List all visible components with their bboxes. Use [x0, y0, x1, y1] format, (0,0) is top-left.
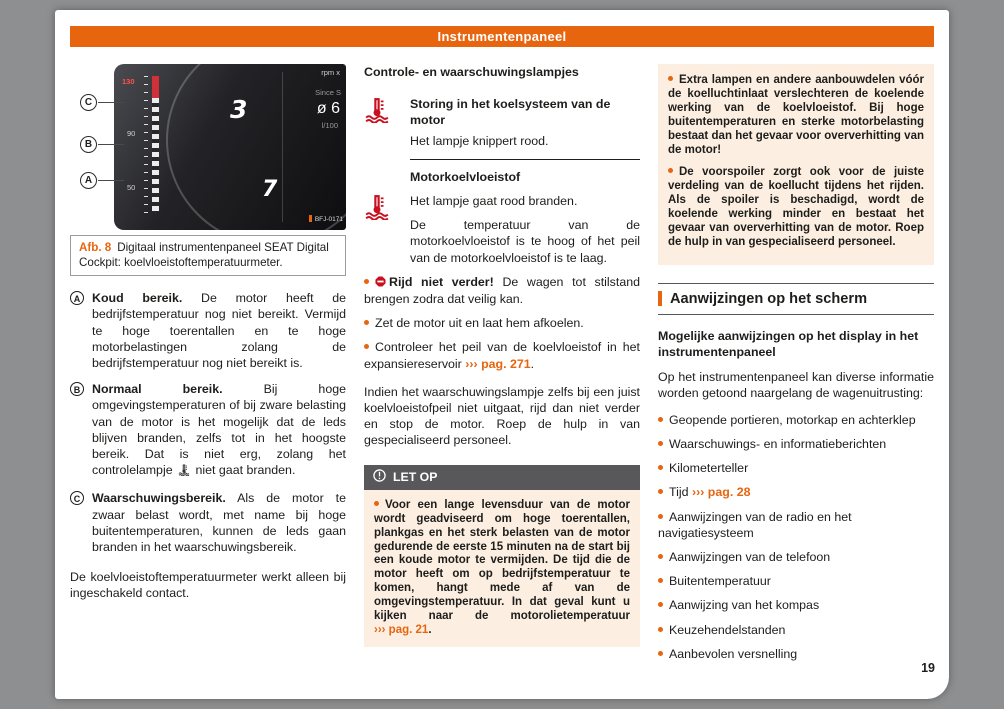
notice-box: [364, 465, 640, 647]
display-item-text: Keuzehendelstanden: [669, 622, 786, 637]
warnbox-item-2: [668, 166, 924, 249]
bullet-dot: [668, 76, 673, 81]
bullet-1-text: De wagen tot stilstand brengen zodra dat veilig kan.: [364, 274, 640, 307]
list-item-c: [70, 490, 346, 555]
marker-c: C: [70, 491, 84, 505]
bullet-3-text: Controleer het peil van de koelvloeistof in het expansiereservoir: [364, 340, 640, 371]
bullet-dot: [658, 441, 663, 446]
display-divider: [282, 72, 283, 222]
bullet-stop-engine: [364, 315, 640, 331]
figure-label: Afb. 8: [79, 241, 112, 254]
temperature-led-segments: [152, 98, 159, 212]
bullet-dot: [658, 514, 663, 519]
stop-icon: [375, 275, 386, 291]
bullet-dot: [658, 627, 663, 632]
display-item-text: Aanwijzingen van de telefoon: [669, 549, 831, 564]
image-code-text: BFJ-0171: [314, 215, 343, 223]
image-code-tag: [309, 215, 312, 222]
bullet-dot: [364, 344, 369, 349]
warnbox-text-1: Extra lampen en andere aanbouwdelen vóór de koelluchtinlaat verslechteren de koelende werking van de koelvloeistof. Bij hoge buitentemperaturen en sterke motorbelasting bestaat dan het gevaar voor oververhitting van de motor!: [668, 74, 924, 156]
cluster-display: [114, 64, 346, 230]
display-item-text: Aanwijzing van het kompas: [669, 598, 820, 613]
display-item-messages: [658, 436, 934, 452]
section-accent-bar: [658, 291, 662, 306]
trip-line-1: Since S: [315, 88, 341, 97]
figure-caption-text: Digitaal instrumentenpaneel SEAT Digital Cockpit: koelvloeistoftemperatuurmeter.: [79, 241, 329, 269]
item-c-title: Waarschuwingsbereik.: [92, 491, 226, 506]
item-a-text: De motor heeft de bedrijfstemperatuur nog niet bereikt. Vermijd te hoge toerentallen en te hoge motorbelastingen zolang de bedrijfstemperatuur nog niet bereikt is.: [92, 291, 346, 370]
page-reference-28[interactable]: ››› pag. 28: [691, 485, 751, 500]
page-header-bar: [70, 26, 934, 47]
display-item-text: Buitentemperatuur: [669, 574, 771, 589]
callout-line-c: [98, 102, 124, 103]
callout-line-b: [98, 144, 124, 145]
display-item-outside-temp: [658, 573, 934, 589]
bullet-dot: [658, 489, 663, 494]
item-b-text-1: Bij hoge omgevingstemperaturen of bij zware belasting van de motor is het mogelijk dat de leds blijven branden, zelfs tot in het hoogste bereik. Dat is niet erg, zolang het controlelampje: [92, 382, 346, 478]
warning-2-title: Motorkoelvloeistof: [410, 169, 521, 184]
intro-paragraph: Op het instrumentenpaneel kan diverse informatie worden getoond naargelang de wagenuitrusting:: [658, 370, 934, 401]
warning-row-2: [364, 193, 640, 266]
sub-heading: Mogelijke aanwijzingen op het display in het instrumentenpaneel: [658, 328, 919, 360]
warning-row-1: [364, 96, 640, 128]
figure-caption-box: [70, 235, 346, 276]
instrument-cluster-figure: [70, 64, 346, 230]
display-item-phone: [658, 549, 934, 565]
section-divider: [410, 159, 640, 160]
callout-b: B: [80, 136, 97, 153]
bullet-dot: [658, 417, 663, 422]
marker-b: B: [70, 382, 84, 396]
middle-paragraph: Indien het waarschuwingslampje zelfs bij een juist koelvloeistofpeil niet uitgaat, rijd dan niet verder en stop de motor. Roep de hulp in van gespecialiseerd personeel.: [364, 384, 640, 448]
warnbox-item-1: [668, 74, 924, 157]
closing-paragraph: De koelvloeistoftemperatuurmeter werkt alleen bij ingeschakeld contact.: [70, 570, 346, 601]
bullet-check-coolant: [364, 339, 640, 371]
notice-body: [364, 490, 640, 647]
bullet-3-after: .: [530, 356, 535, 371]
display-item-text: Kilometerteller: [669, 461, 749, 476]
temperature-led-red-zone: [152, 76, 159, 98]
coolant-warning-icon: [178, 464, 190, 480]
page-header-title: Instrumentenpaneel: [437, 29, 567, 44]
bullet-dot: [658, 651, 663, 656]
engine-coolant-icon: [364, 193, 410, 266]
tach-digit-7: 7: [262, 177, 278, 202]
callout-c: C: [80, 94, 97, 111]
tach-digit-3: 3: [230, 95, 248, 124]
bullet-dot: [658, 465, 663, 470]
page-reference-271[interactable]: ››› pag. 271: [465, 356, 531, 371]
item-a-title: Koud bereik.: [92, 291, 183, 306]
manual-page: [55, 10, 949, 699]
warning-continuation-box: [658, 64, 934, 265]
display-item-text: Tijd: [669, 485, 689, 500]
image-code-label: [309, 212, 343, 228]
warning-2-text-1: Het lampje gaat rood branden.: [410, 194, 578, 209]
callout-line-a: [98, 180, 124, 181]
column-middle: [364, 64, 640, 670]
coolant-system-fault-icon: [364, 96, 410, 128]
temperature-scale-ticks: [144, 76, 148, 214]
notice-title: LET OP: [393, 470, 438, 485]
warning-1-text: Het lampje knippert rood.: [410, 133, 549, 148]
display-item-odometer: [658, 460, 934, 476]
bullet-dot: [658, 602, 663, 607]
item-b-text-2: niet gaat branden.: [195, 463, 296, 478]
temperature-led-bar: [152, 76, 159, 212]
alert-circle-icon: [373, 469, 386, 486]
rpm-label: rpm x: [321, 68, 340, 77]
warning-1-title: Storing in het koelsysteem van de motor: [410, 97, 611, 128]
bullet-dot: [658, 578, 663, 583]
notice-header: [364, 465, 640, 490]
notice-text: Voor een lange levensduur van de motor wordt geadviseerd om hoge toerentallen, plankgas en het sterk belasten van de motor gedurende de eerste 15 minuten na de start bij een koude motor te vermijden. De tijd die de motor heeft om op bedrijfstemperatuur te komen, hangt mede af van de omgevingstemperatuur. In dat geval kunt u kijken naar de motorolietemperatuur: [374, 498, 630, 623]
warning-lamps-heading: Controle- en waarschuwingslampjes: [364, 65, 579, 79]
column-left: [70, 64, 346, 670]
content-columns: [70, 64, 934, 670]
display-item-text: Aanbevolen versnelling: [669, 646, 798, 661]
warning-2-text-2: De temperatuur van de motorkoelvloeistof is te hoog of het peil van de motorkoelvloeistof is te laag.: [410, 218, 640, 265]
column-right: [658, 64, 934, 670]
notice-after: .: [428, 624, 432, 637]
section-heading: Aanwijzingen op het scherm: [670, 290, 868, 307]
temp-label-130: 130: [122, 77, 135, 86]
display-item-compass: [658, 597, 934, 613]
trip-line-3: l/100: [321, 121, 338, 130]
page-reference-21[interactable]: ››› pag. 21: [374, 624, 429, 637]
bullet-dot: [668, 168, 673, 173]
trip-line-2: ø 6: [316, 100, 340, 117]
display-item-text: Aanwijzingen van de radio en het navigatiesysteem: [658, 509, 852, 540]
display-item-radio-nav: [658, 509, 934, 541]
bullet-dot: [364, 279, 369, 284]
display-item-recommended-gear: [658, 646, 934, 662]
warnbox-text-2: De voorspoiler zorgt ook voor de juiste verdeling van de koellucht tijdens het rijden. Als de spoiler is beschadigd, wordt de koelende werking minder en bestaat het gevaar van oververhitting van de motor. Roep de hulp in van gespecialiseerd personeel.: [668, 166, 924, 248]
temp-label-90: 90: [127, 129, 136, 138]
bullet-1-bold: Rijd niet verder!: [389, 274, 494, 289]
display-item-gear-lever: [658, 622, 934, 638]
temp-label-50: 50: [127, 183, 136, 192]
display-item-text: Waarschuwings- en informatieberichten: [669, 436, 887, 451]
page-number: 19: [921, 661, 935, 675]
list-item-b: [70, 381, 346, 480]
bullet-dot: [658, 554, 663, 559]
item-b-title: Normaal bereik.: [92, 382, 223, 397]
bullet-do-not-drive: [364, 274, 640, 307]
display-item-text: Geopende portieren, motorkap en achterklep: [669, 412, 916, 427]
display-item-doors: [658, 412, 934, 428]
item-c-text: Als de motor te zwaar belast wordt, met name bij hoge buitentemperaturen, kunnen de leds gaan branden in het waarschuwingsbereik.: [92, 491, 346, 555]
marker-a: A: [70, 291, 84, 305]
section-heading-block: [658, 283, 934, 315]
callout-a: A: [80, 172, 97, 189]
bullet-2-text: Zet de motor uit en laat hem afkoelen.: [375, 316, 584, 331]
bullet-dot: [364, 320, 369, 325]
bullet-dot: [374, 501, 379, 506]
list-item-a: [70, 290, 346, 371]
display-item-time: [658, 484, 934, 500]
